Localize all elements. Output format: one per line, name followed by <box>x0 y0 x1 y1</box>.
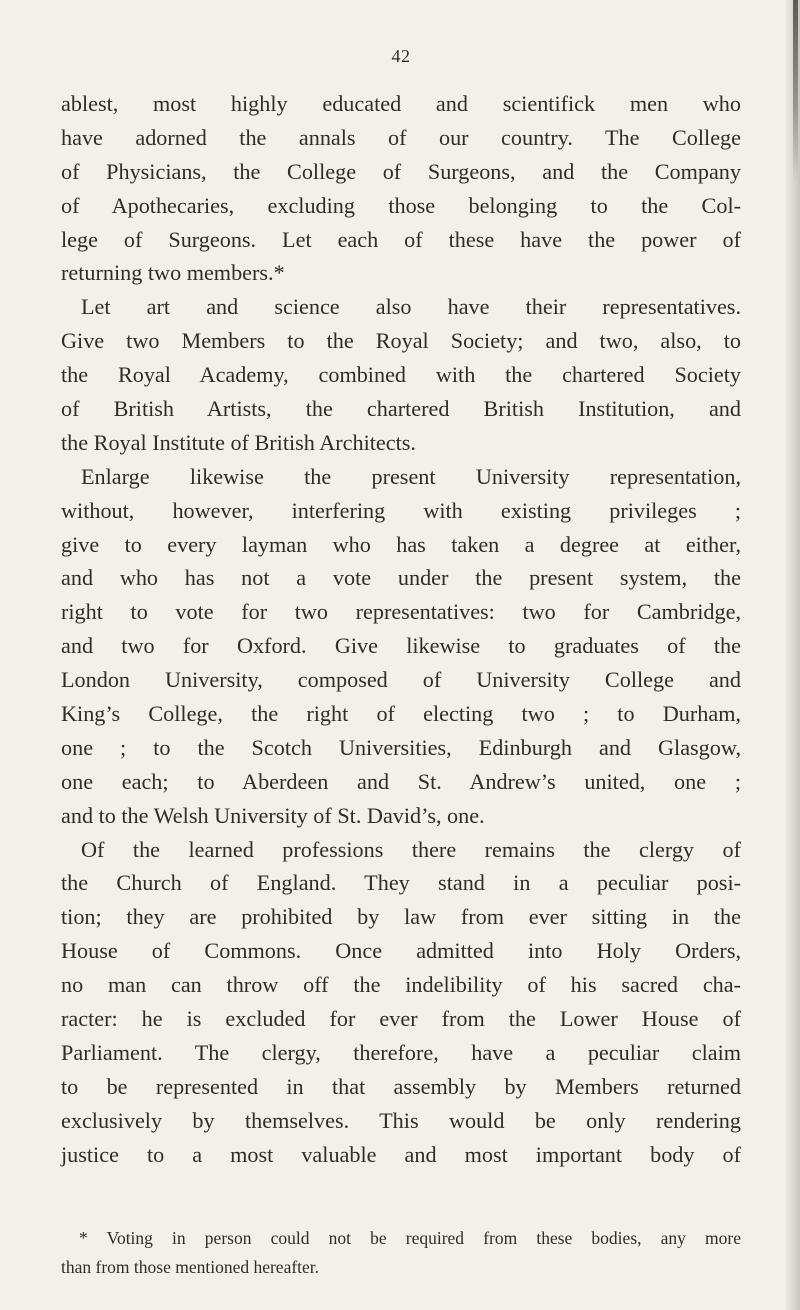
text-line: Enlarge likewise the present University representation, <box>81 463 741 489</box>
text-line: and two for Oxford. Give likewise to graduates of the <box>61 633 741 659</box>
text-line: London University, composed of University College and <box>61 667 741 693</box>
text-line: Parliament. The clergy, therefore, have a peculiar claim <box>61 1039 741 1065</box>
text-line: returning two members.* <box>61 260 285 286</box>
text-line: give to every layman who has taken a degree at either, <box>61 531 741 557</box>
text-line: tion; they are prohibited by law from ever sitting in the <box>61 904 741 930</box>
text-line: and who has not a vote under the present system, the <box>61 565 741 591</box>
text-line: one ; to the Scotch Universities, Edinburgh and Glasgow, <box>61 734 741 760</box>
page-edge <box>786 0 800 1310</box>
text-line: of British Artists, the chartered British Institution, and <box>61 396 741 422</box>
footnote-line: * Voting in person could not be required from these bodies, any more <box>79 1228 741 1248</box>
text-line: justice to a most valuable and most important body of <box>61 1141 741 1167</box>
text-line: Give two Members to the Royal Society; and two, also, to <box>61 328 741 354</box>
text-line: lege of Surgeons. Let each of these have the power of <box>61 226 741 252</box>
page-number: 42 <box>391 46 411 66</box>
text-line: without, however, interfering with existing privileges ; <box>61 497 741 523</box>
text-line: the Church of England. They stand in a peculiar posi- <box>61 870 741 896</box>
footnote <box>61 1224 741 1282</box>
text-line: no man can throw off the indelibility of his sacred cha- <box>61 972 741 998</box>
text-line: one each; to Aberdeen and St. Andrew’s united, one ; <box>61 768 741 794</box>
text-line: racter: he is excluded for ever from the Lower House of <box>61 1006 741 1032</box>
footnote-line: than from those mentioned hereafter. <box>61 1257 320 1277</box>
text-line: ablest, most highly educated and scientifick men who <box>61 91 741 116</box>
text-line: Of the learned professions there remains the clergy of <box>81 836 741 862</box>
page-edge-shadow <box>793 0 798 180</box>
text-line: the Royal Institute of British Architects. <box>61 429 416 455</box>
text-line: the Royal Academy, combined with the chartered Society <box>61 362 741 388</box>
text-line: right to vote for two representatives: two for Cambridge, <box>61 599 741 625</box>
text-line: exclusively by themselves. This would be only rendering <box>61 1107 741 1133</box>
text-line: of Physicians, the College of Surgeons, and the Company <box>61 158 741 184</box>
text-line: Let art and science also have their representatives. <box>81 294 741 320</box>
text-line: and to the Welsh University of St. David’s, one. <box>61 802 485 828</box>
text-line: House of Commons. Once admitted into Holy Orders, <box>61 938 741 964</box>
text-line: have adorned the annals of our country. The College <box>61 124 741 150</box>
text-line: to be represented in that assembly by Members returned <box>61 1073 741 1099</box>
body-text <box>61 87 741 1172</box>
text-line: King’s College, the right of electing two ; to Durham, <box>61 701 741 727</box>
text-line: of Apothecaries, excluding those belonging to the Col- <box>61 192 741 218</box>
